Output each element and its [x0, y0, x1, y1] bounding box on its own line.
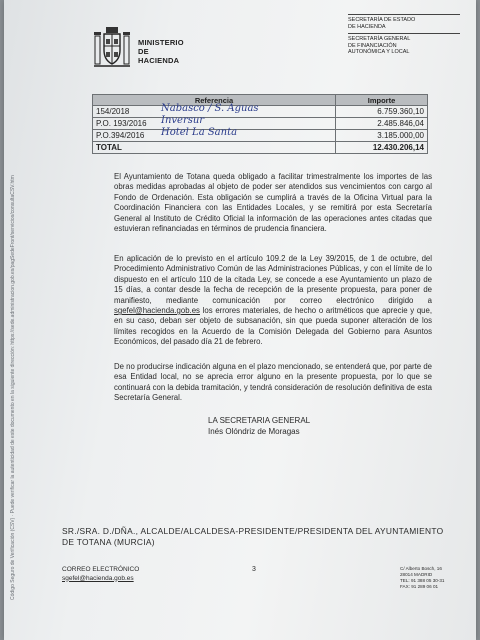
- signer-name: Inés Olóndriz de Moragas: [208, 427, 300, 436]
- department-block: SECRETARÍA DE ESTADO DE HACIENDA SECRETARÍA GENERAL DE FINANCIACIÓN AUTONÓMICA Y LOCAL: [348, 14, 460, 59]
- references-table: [92, 94, 428, 154]
- table-row: P.O. 193/2016 Inversur 2.485.846,04: [93, 118, 428, 130]
- csv-verification-text: Código Seguro de Verificación (CSV) · Puede verificar la autenticidad de este documento en la siguiente dirección: https://sede.administracion.gob.es/pagSedeFront/servicios/consultaCSV.htm: [10, 175, 16, 600]
- table-row: 154/2018 Nabasco / S. Aguas 6.759.360,10: [93, 106, 428, 118]
- paragraph-deadline: En aplicación de lo previsto en el artículo 109.2 de la Ley 39/2015, de 1 de octubre, del Procedimiento Administrativo Común de las Administraciones Públicas, y con el límite de lo dispuesto en el artículo 110 de la citada Ley, se concede a ese Ayuntamiento un plazo de 15 días, a contar desde la fecha de recepción de la presente propuesta, para poner de manifiesto, mediante comunicación por correo electrónico dirigido a sgefel@hacienda.gob.es los errores materiales, de hecho o aritméticos que aprecie y que, en su caso, deban ser objeto de subsanación, sin que pueda suponer alteración de los límites recogidos en la Acuerdo de la Comisión Delegada del Gobierno para Asuntos Económicos, del pasado día 21 de febrero.: [114, 254, 432, 347]
- signature-block: [208, 415, 310, 437]
- handwritten-note: Nabasco / S. Aguas: [161, 103, 259, 114]
- footer-email-link[interactable]: sgefel@hacienda.gob.es: [62, 574, 134, 582]
- ministry-name: MINISTERIO DE HACIENDA: [138, 38, 184, 65]
- col-referencia: Referencia: [93, 95, 336, 106]
- coat-of-arms-icon: [92, 26, 132, 72]
- col-importe: Importe: [336, 95, 428, 106]
- table-row: P.O.394/2016 Hotel La Santa 3.185.000,00: [93, 130, 428, 142]
- table-header-row: [93, 95, 428, 106]
- email-link[interactable]: sgefel@hacienda.gob.es: [114, 306, 200, 316]
- paragraph-obligations: El Ayuntamiento de Totana queda obligado a facilitar trimestralmente los importes de las obras medidas aprobadas al objeto de poder ser atendidos sus vencimientos con cargo al Fondo de Ordenación. Esta obligación se cumplirá a través de la Oficina Virtual para la Coordinación Financiera con las Entidades Locales, y se remitirá por esta Secretaría General al Instituto de Crédito Oficial la información de las operaciones antes citadas que estuvieran refinanciadas en términos de prudencia financiera.: [114, 172, 432, 234]
- paragraph-resolution: De no producirse indicación alguna en el plazo mencionado, se entenderá que, por parte de esa Entidad local, no se aprecia error alguno en la presente propuesta, por lo que se continuará con la debida tramitación, y tendrá consideración de resolución definitiva de esta Secretaría General.: [114, 362, 432, 403]
- document-page: [4, 0, 476, 640]
- page-number: 3: [252, 566, 256, 573]
- addressee: SR./SRA. D./DÑA., ALCALDE/ALCALDESA-PRESIDENTE/PRESIDENTA DEL AYUNTAMIENTO DE TOTANA (MURCIA): [62, 526, 444, 547]
- signer-title: LA SECRETARIA GENERAL: [208, 416, 311, 425]
- handwritten-note: Hotel La Santa: [161, 127, 238, 138]
- footer-address: C/ Alberto Bosch, 16 28014 MADRID TEL: 91 388 05 30-31 FAX: 91 289 06 01: [400, 566, 445, 589]
- handwritten-note: Inversur: [161, 115, 205, 126]
- footer-contact: CORREO ELECTRÓNICO sgefel@hacienda.gob.es: [62, 566, 140, 582]
- total-row: TOTAL 12.430.206,14: [93, 142, 428, 154]
